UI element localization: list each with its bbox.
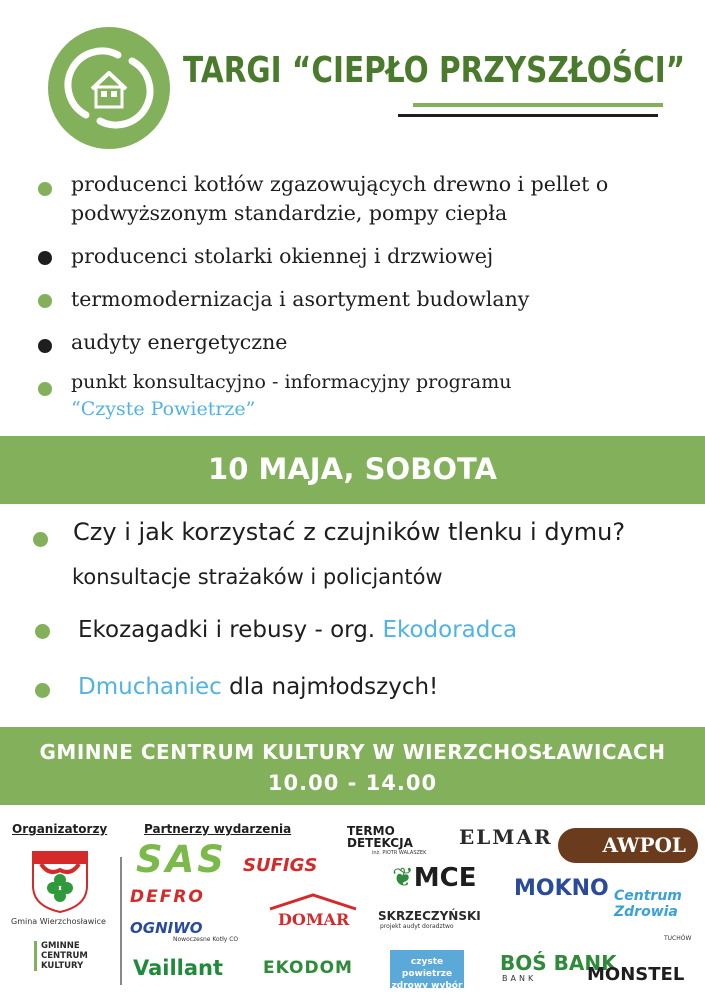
mce-logo: ❦MCE bbox=[392, 863, 477, 893]
skrzeczynski-logo: SKRZECZYŃSKI bbox=[378, 909, 481, 923]
activity-smoke-detectors-note: konsultacje strażaków i policjantów bbox=[72, 565, 443, 589]
footer-divider bbox=[120, 857, 122, 985]
ogniwo-logo: OGNIWO bbox=[130, 919, 203, 937]
centrum-zdrowia-logo: Centrum Zdrowia bbox=[614, 888, 682, 920]
date-banner bbox=[0, 436, 705, 504]
organizers-heading: Organizatorzy bbox=[12, 822, 108, 836]
bos-bank-logo: BOŚ BANK bbox=[500, 951, 617, 975]
centrum-zdrowia-subtext: TUCHÓW bbox=[664, 935, 692, 942]
crest-icon bbox=[31, 850, 89, 914]
awpol-logo: AWPOL bbox=[558, 828, 698, 863]
green-bullet-icon bbox=[35, 683, 50, 698]
vaillant-logo: Vaillant bbox=[133, 956, 224, 980]
termo-detekcja-subtext: inż. PIOTR WALASZEK bbox=[372, 850, 427, 856]
sufigs-logo: SUFIGS bbox=[243, 855, 318, 876]
termo-detekcja-logo: TERMO DETEKCJA bbox=[347, 824, 413, 850]
activity-smoke-detectors: Czy i jak korzystać z czujników tlenku i dymu? bbox=[73, 518, 626, 546]
black-bullet-icon bbox=[38, 339, 52, 353]
defro-logo: DEFRO bbox=[130, 887, 205, 907]
title-underline-black bbox=[398, 114, 658, 117]
green-bullet-icon bbox=[38, 294, 52, 308]
list-item: termomodernizacja i asortyment budowlany bbox=[36, 285, 696, 314]
page-title: TARGI “CIEPŁO PRZYSZŁOŚCI” bbox=[183, 50, 686, 91]
house-icon bbox=[48, 27, 170, 149]
event-date: 10 MAJA, SOBOTA bbox=[208, 452, 497, 486]
ogniwo-subtext: Nowoczesne Kotły CO bbox=[173, 936, 239, 943]
green-bullet-icon bbox=[33, 532, 48, 547]
activity-eco-puzzles: Ekozagadki i rebusy - org. Ekodoradca bbox=[78, 617, 518, 643]
title-underline-green bbox=[413, 103, 663, 107]
partners-heading: Partnerzy wydarzenia bbox=[144, 822, 292, 836]
gmina-crest-logo bbox=[31, 850, 89, 914]
green-bullet-icon bbox=[38, 382, 52, 396]
topics-list bbox=[36, 170, 696, 423]
skrzeczynski-subtext: projekt audyt doradztwo bbox=[380, 923, 454, 930]
list-item: punkt konsultacyjno - informacyjny programu “Czyste Powietrze” bbox=[36, 369, 696, 423]
list-item: audyty energetyczne bbox=[36, 328, 696, 357]
green-bullet-icon bbox=[38, 182, 52, 196]
monstel-logo: MONSTEL bbox=[587, 964, 685, 985]
domar-logo: DOMAR bbox=[278, 910, 350, 929]
list-item: producenci stolarki okiennej i drzwiowej bbox=[36, 242, 696, 271]
leaf-icon: ❦ bbox=[392, 863, 414, 893]
activity-bouncy-castle: Dmuchaniec dla najmłodszych! bbox=[78, 674, 439, 700]
ekodom-logo: EKODOM bbox=[263, 958, 353, 978]
sas-logo: SAS bbox=[136, 838, 227, 881]
list-item: producenci kotłów zgazowujących drewno i pellet o podwyższonym standardzie, pompy ciepła bbox=[36, 170, 696, 228]
bos-subtext: BANK bbox=[502, 974, 537, 983]
gmina-name: Gmina Wierzchosławice bbox=[11, 917, 106, 926]
house-logo bbox=[48, 27, 170, 149]
venue-banner bbox=[0, 727, 705, 805]
elmar-logo: ELMAR bbox=[459, 825, 553, 849]
gck-logo: GMINNE CENTRUM KULTURY bbox=[34, 941, 106, 971]
venue-name: GMINNE CENTRUM KULTURY W WIERZCHOSŁAWICACH bbox=[39, 740, 666, 764]
green-bullet-icon bbox=[35, 624, 50, 639]
mokno-logo: MOKNO bbox=[514, 876, 609, 901]
czyste-powietrze-logo: czyste powietrze zdrowy wybór bbox=[390, 950, 464, 988]
black-bullet-icon bbox=[38, 251, 52, 265]
venue-hours: 10.00 - 14.00 bbox=[267, 771, 438, 795]
